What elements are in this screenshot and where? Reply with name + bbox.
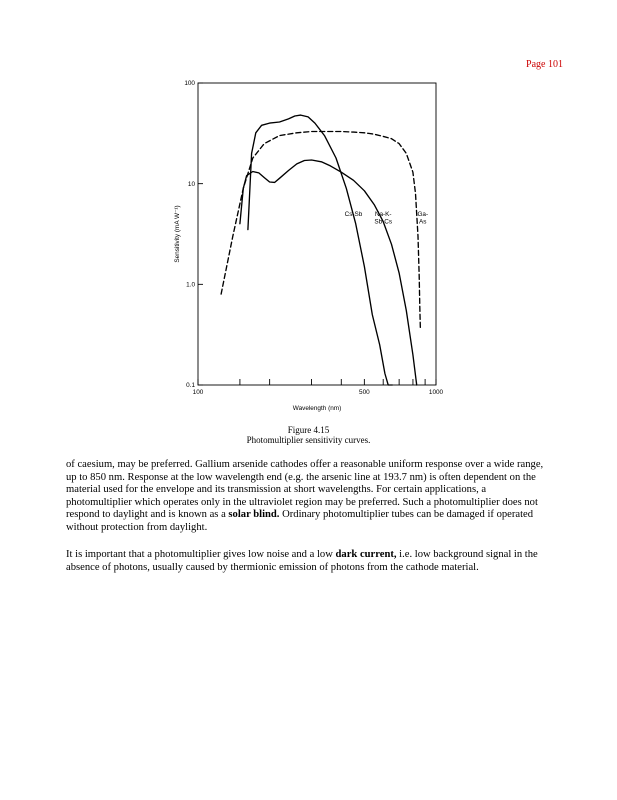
x-tick-label: 1000 [428, 389, 444, 396]
paragraph-dark-current [66, 549, 554, 574]
series-labels [345, 211, 429, 226]
chart-svg [168, 72, 458, 422]
term-dark-current: dark current, [335, 549, 397, 560]
p2-text-b: i.e. low background signal in the absence of photons, usually caused by thermionic emission of photons from the cathode material. [66, 549, 538, 573]
series-line-na-k-sb-cs [240, 160, 417, 385]
x-tick-label: 100 [192, 389, 204, 396]
x-axis-label: Wavelength (nm) [292, 405, 342, 412]
y-axis-ticks [184, 80, 203, 389]
x-tick-label: 500 [359, 389, 370, 396]
y-tick-label: 100 [184, 80, 195, 88]
paragraph-solar-blind [66, 459, 554, 535]
figure-caption-text: Photomultiplier sensitivity curves. [246, 435, 371, 445]
page-number: Page 101 [526, 59, 563, 70]
figure-number: Figure 4.15 [287, 425, 330, 435]
figure-sensitivity-chart [168, 72, 458, 422]
p1-text-a: of caesium, may be preferred. Gallium arsenide cathodes offer a reasonable uniform response over a wide range, up to 850 nm. Response at the low wavelength end (e.g. the arsenic line at 193.7 nm) is often dependent on the material used for the envelope and its transmission at short wavelengths. For certain applications, a photomultiplier which operates only in the ultraviolet region may be preferred. Such a photomultiplier does not respond to daylight and is known as a [66, 459, 544, 521]
series-label: Cs-Sb [344, 210, 363, 218]
series-label: Ga- [417, 210, 429, 218]
series-label: As [419, 218, 427, 226]
y-tick-label: 10 [187, 180, 195, 188]
series-label: Na-K- [374, 210, 392, 218]
y-tick-label: 1.0 [186, 281, 195, 289]
p2-text-a: It is important that a photomultiplier gives low noise and a low [66, 549, 336, 560]
p1-text-b: Ordinary photomultiplier tubes can be damaged if operated without protection from daylight. [66, 509, 534, 533]
series-lines [221, 115, 420, 385]
term-solar-blind: solar blind. [228, 509, 280, 521]
figure-caption [0, 425, 617, 445]
series-label: Sb-Cs [374, 218, 393, 226]
y-axis-label: Sensitivity (mA W⁻¹) [174, 205, 181, 263]
series-line-cs-sb [248, 115, 392, 385]
x-axis-ticks [193, 379, 444, 396]
y-tick-label: 0.1 [186, 382, 195, 390]
